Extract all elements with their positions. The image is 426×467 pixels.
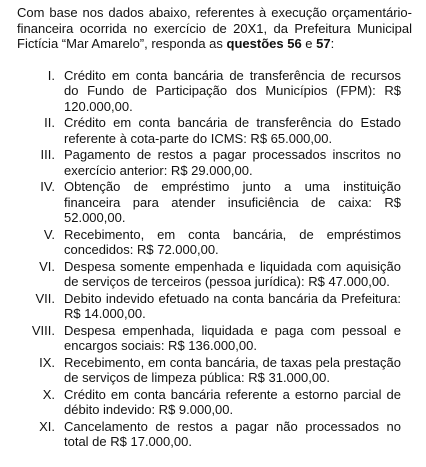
item-text: Recebimento, em conta bancária, de empréstimos concedidos: R$ 72.000,00. [64, 226, 401, 257]
item-text: Recebimento, em conta bancária, de taxas pela prestação de serviços de limpeza pública: R$ 31.000,00. [64, 354, 401, 385]
item-numeral: VI. [39, 258, 55, 274]
item-numeral: VII. [35, 290, 55, 306]
item-text: Obtenção de empréstimo junto a uma instituição financeira para atender insuficiência de caixa: R$ 52.000,00. [64, 179, 401, 225]
item-numeral: V. [43, 226, 55, 242]
item-text: Despesa empenhada, liquidada e paga com pessoal e encargos sociais: R$ 136.000,00. [64, 322, 401, 353]
intro-colon: : [330, 36, 335, 51]
item-numeral: IV. [40, 179, 55, 194]
item-numeral: I. [47, 67, 55, 83]
item-text: Crédito em conta bancária de transferência de recursos do Fundo de Participação dos Municípios (FPM): R$ 120.000,00. [64, 67, 401, 114]
list-item [17, 179, 412, 226]
list-item [17, 227, 412, 258]
item-text: Crédito em conta bancária de transferência do Estado referente à cota-parte do ICMS: R$ 65.000,00. [64, 115, 401, 146]
item-numeral: IX. [39, 354, 55, 370]
questions-label: questões 56 [226, 36, 302, 51]
list-item [17, 259, 412, 290]
item-text: Pagamento de restos a pagar processados inscritos no exercício anterior: R$ 29.000,00. [64, 147, 401, 178]
item-numeral: XI. [39, 418, 55, 434]
question-number: 57 [316, 36, 331, 51]
intro-text: Com base nos dados abaixo, referentes à execução orçamentário-financeira ocorrida no exercício de 20X1, da Prefeitura Municipal Fictícia “Mar Amarelo”, responda as [17, 5, 412, 51]
item-numeral: VIII. [31, 322, 55, 338]
intro-paragraph [17, 5, 412, 52]
list-item [17, 291, 412, 322]
list-item [17, 147, 412, 178]
list-item [17, 68, 412, 115]
item-numeral: III. [40, 147, 55, 162]
item-text: Cancelamento de restos a pagar não processados no total de R$ 17.000,00. [64, 418, 401, 449]
list-item [17, 387, 412, 418]
list-item [17, 355, 412, 386]
conjunction: e [301, 36, 317, 51]
item-text: Despesa somente empenhada e liquidada com aquisição de serviços de terceiros (pessoa jurídica): R$ 47.000,00. [64, 258, 401, 289]
list-item [17, 323, 412, 354]
list-item [17, 419, 412, 450]
list-item [17, 115, 412, 146]
item-text: Debito indevido efetuado na conta bancária da Prefeitura: R$ 14.000,00. [64, 290, 401, 321]
item-text: Crédito em conta bancária referente a estorno parcial de débito indevido: R$ 9.000,00. [64, 386, 401, 417]
transactions-list [17, 68, 412, 450]
item-numeral: II. [44, 115, 55, 130]
item-numeral: X. [42, 386, 55, 402]
